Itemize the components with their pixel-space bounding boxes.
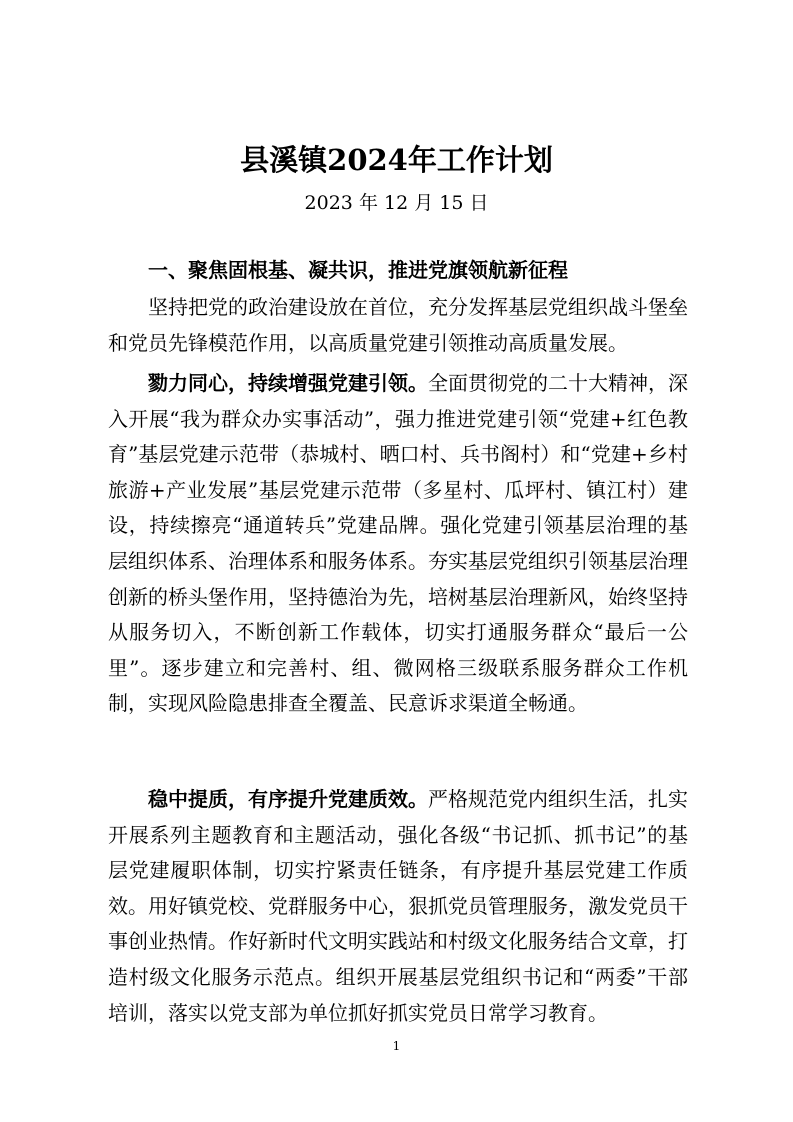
paragraph-text: 全面贯彻党的二十大精神，深入开展“我为群众办实事活动”，强力推进党建引领“党建+红色教育”基层党建示范带（恭城村、晒口村、兵书阁村）和“党建+乡村旅游+产业发展”基层党建示范带（多星村、瓜坪村、镇江村）建设，持续擦亮“通道转兵”党建品牌。强化党建引领基层治理的基层组织体系、治理体系和服务体系。夯实基层党组织引领基层治理创新的桥头堡作用，坚持德治为先，培树基层治理新风，始终坚持从服务切入，不断创新工作载体，切实打通服务群众“最后一公里”。逐步建立和完善村、组、微网格三级联系服务群众工作机制，实现风险隐患排查全覆盖、民意诉求渠道全畅通。: [108, 371, 688, 716]
document-title: 县溪镇2024年工作计划: [240, 143, 553, 177]
section-heading: 一、聚焦固根基、凝共识，推进党旗领航新征程: [148, 258, 568, 282]
paragraph-lead: 稳中提质，有序提升党建质效。: [148, 787, 428, 811]
document-date: 2023 年 12 月 15 日: [304, 192, 489, 214]
paragraph-text: 严格规范党内组织生活，扎实开展系列主题教育和主题活动，强化各级“书记抓、抓书记”的基层党建履职体制，切实拧紧责任链条，有序提升基层党建工作质效。用好镇党校、党群服务中心，狠抓党员管理服务，激发党员干事创业热情。作好新时代文明实践站和村级文化服务结合文章，打造村级文化服务示范点。组织开展基层党组织书记和“两委”干部培训，落实以党支部为单位抓好抓实党员日常学习教育。: [108, 787, 688, 1025]
paragraph-text: 坚持把党的政治建设放在首位，充分发挥基层党组织战斗堡垒和党员先锋模范作用，以高质量党建引领推动高质量发展。: [108, 295, 688, 355]
page-number: 1: [392, 1039, 401, 1053]
paragraph-intro: [108, 290, 688, 361]
paragraph-party-leadership: [108, 366, 688, 722]
paragraph-lead: 勠力同心，持续增强党建引领。: [148, 371, 428, 395]
paragraph-party-quality: [108, 782, 688, 1031]
